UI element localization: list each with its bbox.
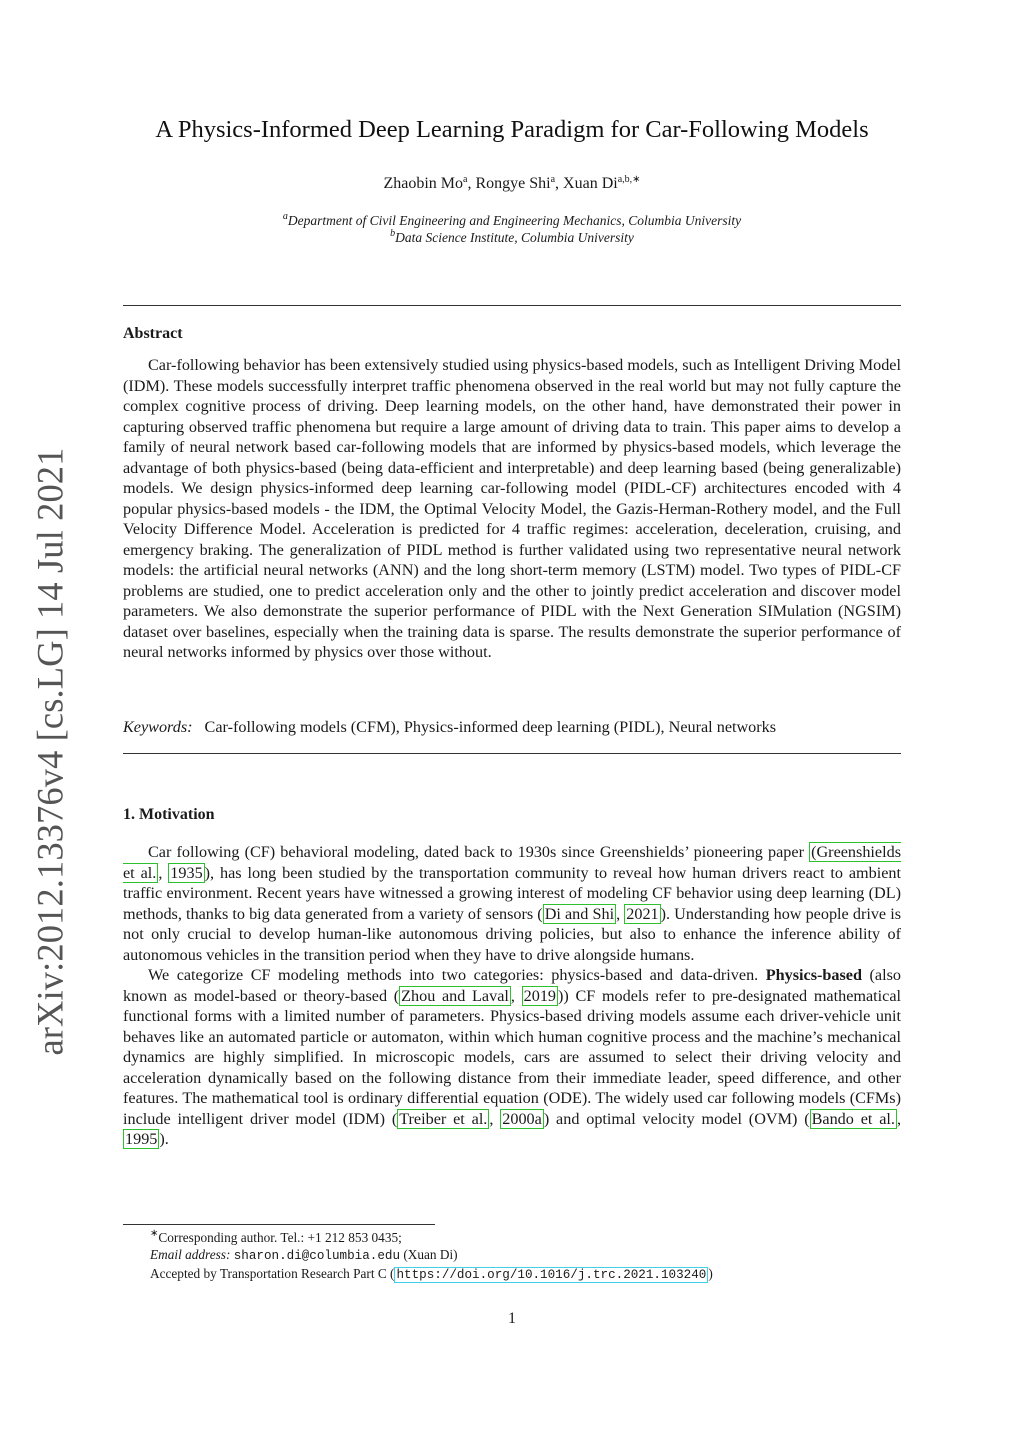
citation-link[interactable]: Di and Shi (544, 904, 615, 923)
top-rule (123, 305, 901, 306)
citation-link[interactable]: (Greenshields et al. (123, 843, 901, 882)
keywords-label: Keywords: (123, 718, 193, 736)
keywords-text: Car-following models (CFM), Physics-informed deep learning (PIDL), Neural networks (204, 718, 777, 736)
affiliation-b: $^b$Data Science Institute, Columbia University (390, 228, 634, 245)
author-affil-mark: a (550, 174, 556, 185)
author-name: Rongye Shi (475, 175, 551, 192)
paper-title: A Physics-Informed Deep Learning Paradigm for Car-Following Models (155, 116, 869, 143)
email-address[interactable]: sharon.di@columbia.edu (233, 1249, 400, 1263)
citation-link[interactable]: Treiber et al. (399, 1109, 488, 1128)
section-body-motivation (123, 842, 901, 1150)
citation-link[interactable]: Zhou and Laval (401, 986, 509, 1005)
abstract-body: Car-following behavior has been extensively studied using physics-based models, such as Intelligent Driving Model (IDM). These models successfully interpret traffic phenomena observed in the real world but may not fully capture the complex cognitive process of driving. Deep learning models, on the other hand, have demonstrated their power in capturing observed traffic phenomena but require a large amount of driving data to train. This paper aims to develop a family of neural network based car-following models that are informed by physics-based models, which leverage the advantage of both physics-based (being data-efficient and interpretable) and deep learning based (being generalizable) models. We design physics-informed deep learning car-following model (PIDL-CF) architectures encoded with 4 popular physics-based models - the IDM, the Optimal Velocity Model, the Gazis-Herman-Rothery model, and the Full Velocity Difference Model. Acceleration is predicted for 4 traffic regimes: acceleration, deceleration, cruising, and emergency braking. The generalization of PIDL method is further validated using two representative neural network models: the artificial neural networks (ANN) and the long short-term memory (LSTM) model. Two types of PIDL-CF problems are studied, one to predict acceleration only and the other to jointly predict acceleration and discover model parameters. We also demonstrate the superior performance of PIDL with the Next Generation SIMulation (NGSIM) dataset over baselines, especially when the training data is sparse. The results demonstrate the superior performance of neural networks informed by physics over those without. (123, 356, 901, 661)
footnote-corresponding: ∗Corresponding author. Tel.: +1 212 853 0435; (150, 1228, 402, 1245)
footnote-accepted: Accepted by Transportation Research Part C ( https://doi.org/10.1016/j.trc.2021.103240 ) (150, 1266, 713, 1282)
author-affil-mark: a,b,∗ (617, 174, 641, 185)
section-heading-motivation: 1. Motivation (123, 806, 215, 823)
citation-link[interactable]: 2021 (626, 904, 659, 923)
citation-link[interactable]: 2000a (502, 1109, 542, 1128)
arxiv-identifier: arXiv:2012.13376v4 [cs.LG] 14 Jul 2021 (29, 446, 71, 1056)
author-name: Xuan Di (563, 175, 618, 192)
citation-link[interactable]: Bando et al. (811, 1109, 895, 1128)
footnotes (150, 1229, 910, 1284)
footnote-rule (123, 1224, 435, 1225)
keywords (123, 718, 901, 737)
abstract-heading: Abstract (123, 325, 183, 342)
footnote-email: Email address: sharon.di@columbia.edu (Xuan Di) (150, 1247, 458, 1263)
author-name: Zhaobin Mo (383, 175, 464, 192)
citation-link[interactable]: 1995 (125, 1130, 158, 1148)
author-affil-mark: a (463, 174, 468, 185)
page-number: 1 (508, 1310, 516, 1327)
author-list: Zhaobin Mo$^a$, Rongye Shi$^a$, Xuan $Di^{a,b,∗}$ (383, 174, 641, 192)
abstract-bottom-rule (123, 753, 901, 754)
paragraph: We categorize CF modeling methods into two categories: physics-based and data-driven. Physics-based (also known as model-based or theory-based ( Zhou and Laval , 2019 )) CF models refer to pre-designated mathematical functional forms with a limited number of parameters. Physics-based driving models assume each driver-vehicle unit behaves like an automated particle or automaton, within which human cognitive process and the machine’s mechanical dynamics are highly simplified. In microscopic models, cars are assumed to select their driving velocity and acceleration dynamically based on the following distance from their immediate leader, speed difference, and other features. The mathematical tool is ordinary differential equation (ODE). The widely used car following models (CFMs) include intelligent driver model (IDM) ( Treiber et al. , 2000a ) and optimal velocity model (OVM) ( Bando et al. , 1995 ). (123, 966, 902, 1148)
citation-link[interactable]: 1935 (170, 863, 203, 882)
paragraph: Car following (CF) behavioral modeling, dated back to 1930s since Greenshields’ pioneering paper (Greenshields et al. , 1935 ), has long been studied by the transportation community to reveal how human drivers react to ambient traffic environment. Recent years have witnessed a growing interest of modeling CF behavior using deep learning (DL) methods, thanks to big data generated from a variety of sensors ( Di and Shi , 2021 ). Understanding how people drive is not only crucial to develop human-like autonomous driving policies, but also to enhance the inference ability of autonomous vehicles in the transition period when they have to drive alongside humans. (123, 843, 902, 964)
citation-link[interactable]: 2019 (523, 986, 556, 1005)
doi-link[interactable]: https://doi.org/10.1016/j.trc.2021.103240 (396, 1268, 707, 1282)
affiliation-a: $^a$Department of Civil Engineering and Engineering Mechanics, Columbia University (282, 211, 742, 228)
